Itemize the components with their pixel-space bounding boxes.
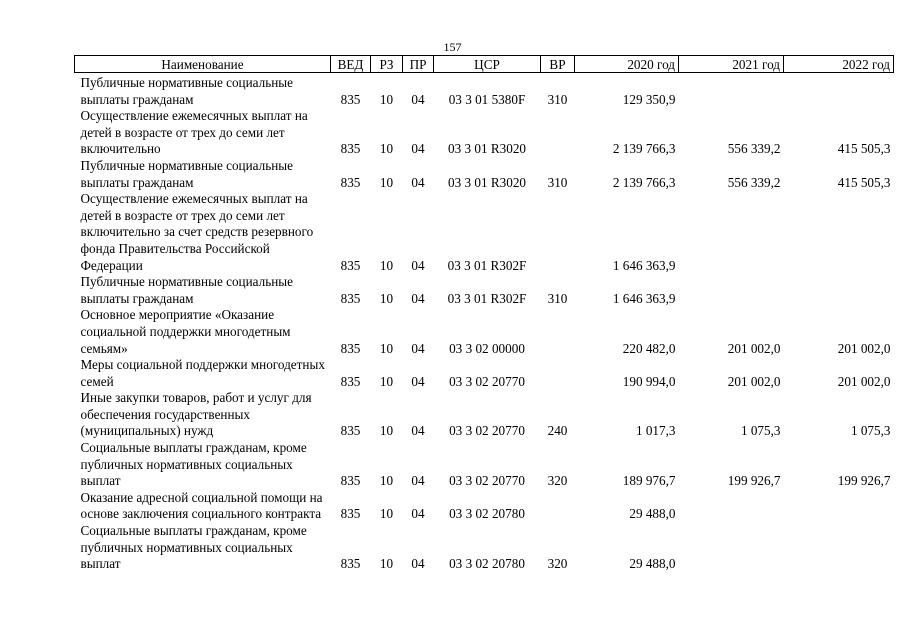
cell-name: Осуществление ежемесячных выплат на детей в возрасте от трех до семи лет включительно за счет средств резервного фонда Правительства Российской Федерации <box>80 191 314 273</box>
cell-vr <box>541 108 575 158</box>
cell-pr: 04 <box>411 141 425 157</box>
cell-2020: 220 482,0 <box>622 340 676 356</box>
cell-csr: 03 3 01 R3020 <box>447 174 527 190</box>
cell-csr: 03 3 02 00000 <box>449 340 525 356</box>
header-vr: ВР <box>541 56 575 73</box>
cell-vr <box>541 191 575 274</box>
table-row <box>75 307 894 357</box>
header-2020: 2020 год <box>575 56 679 73</box>
cell-csr: 03 3 01 R302F <box>447 257 527 273</box>
table-row <box>75 73 894 109</box>
cell-vr: 310 <box>547 174 568 190</box>
table-row <box>75 440 894 490</box>
header-name: Наименование <box>75 56 331 73</box>
cell-name: Социальные выплаты гражданам, кроме публичных нормативных социальных выплат <box>80 523 307 572</box>
cell-name: Социальные выплаты гражданам, кроме публичных нормативных социальных выплат <box>80 440 307 489</box>
cell-2021: 201 002,0 <box>727 373 781 389</box>
cell-2022 <box>784 523 894 573</box>
cell-2021 <box>679 274 784 307</box>
cell-2021: 556 339,2 <box>727 141 781 157</box>
cell-name: Меры социальной поддержки многодетных семей <box>80 357 325 389</box>
cell-pr: 04 <box>411 556 425 572</box>
header-pr: ПР <box>403 56 434 73</box>
cell-2020: 2 139 766,3 <box>612 141 676 157</box>
cell-name: Осуществление ежемесячных выплат на детей в возрасте от трех до семи лет включительно <box>80 108 308 157</box>
cell-pr: 04 <box>411 423 425 439</box>
cell-vr <box>541 307 575 357</box>
cell-2022 <box>784 73 894 109</box>
cell-vr: 310 <box>547 91 568 107</box>
cell-csr: 03 3 02 20780 <box>449 506 525 522</box>
cell-csr: 03 3 01 R3020 <box>447 141 527 157</box>
cell-csr: 03 3 02 20770 <box>449 473 525 489</box>
cell-vr <box>541 490 575 523</box>
header-rz: РЗ <box>371 56 403 73</box>
cell-2020: 129 350,9 <box>622 91 676 107</box>
cell-pr: 04 <box>411 257 425 273</box>
cell-ved: 835 <box>340 423 361 439</box>
cell-name: Публичные нормативные социальные выплаты гражданам <box>80 274 293 306</box>
header-ved: ВЕД <box>331 56 371 73</box>
cell-2021 <box>679 191 784 274</box>
cell-2022 <box>784 490 894 523</box>
cell-rz: 10 <box>379 340 394 356</box>
table-row <box>75 357 894 390</box>
cell-pr: 04 <box>411 340 425 356</box>
table-row <box>75 490 894 523</box>
cell-name: Оказание адресной социальной помощи на основе заключения социального контракта <box>80 489 323 522</box>
cell-name: Публичные нормативные социальные выплаты гражданам <box>80 157 293 190</box>
cell-name: Основное мероприятие «Оказание социальной поддержки многодетным семьям» <box>80 307 291 356</box>
cell-2020: 1 017,3 <box>635 423 676 439</box>
cell-pr: 04 <box>411 506 425 522</box>
cell-2020: 29 488,0 <box>629 506 676 522</box>
cell-2022 <box>784 191 894 274</box>
cell-vr: 240 <box>547 423 568 439</box>
cell-ved: 835 <box>340 506 361 522</box>
header-2022: 2022 год <box>784 56 894 73</box>
cell-vr: 320 <box>547 556 568 572</box>
table-row <box>75 191 894 274</box>
cell-2020: 1 646 363,9 <box>612 257 676 273</box>
cell-rz: 10 <box>379 506 394 522</box>
cell-pr: 04 <box>411 174 425 190</box>
cell-2020: 2 139 766,3 <box>612 174 676 190</box>
cell-ved: 835 <box>340 91 361 107</box>
cell-2021: 201 002,0 <box>727 340 781 356</box>
table-row <box>75 523 894 573</box>
cell-pr: 04 <box>411 373 425 389</box>
cell-rz: 10 <box>379 91 394 107</box>
cell-2022: 415 505,3 <box>837 174 891 190</box>
cell-ved: 835 <box>340 473 361 489</box>
cell-rz: 10 <box>379 257 394 273</box>
cell-2021: 556 339,2 <box>727 174 781 190</box>
header-csr: ЦСР <box>434 56 541 73</box>
cell-pr: 04 <box>411 290 425 306</box>
cell-rz: 10 <box>379 174 394 190</box>
page-number: 157 <box>443 40 462 54</box>
header-2021: 2021 год <box>679 56 784 73</box>
table-row <box>75 108 894 158</box>
cell-2021 <box>679 73 784 109</box>
cell-ved: 835 <box>340 290 361 306</box>
cell-2022 <box>784 274 894 307</box>
table-row <box>75 158 894 191</box>
cell-ved: 835 <box>340 340 361 356</box>
table-header-row <box>75 56 894 73</box>
cell-2020: 189 976,7 <box>622 473 676 489</box>
cell-ved: 835 <box>340 373 361 389</box>
cell-2022: 199 926,7 <box>837 473 891 489</box>
cell-2021 <box>679 490 784 523</box>
cell-csr: 03 3 02 20780 <box>449 556 525 572</box>
cell-csr: 03 3 02 20770 <box>449 373 525 389</box>
table-row <box>75 274 894 307</box>
cell-2020: 29 488,0 <box>629 556 676 572</box>
cell-rz: 10 <box>379 290 394 306</box>
cell-rz: 10 <box>379 556 394 572</box>
cell-ved: 835 <box>340 556 361 572</box>
cell-ved: 835 <box>340 257 361 273</box>
cell-rz: 10 <box>379 473 394 489</box>
cell-2021: 1 075,3 <box>740 423 781 439</box>
cell-ved: 835 <box>340 174 361 190</box>
cell-vr <box>541 357 575 390</box>
table-row <box>75 390 894 440</box>
cell-2020: 1 646 363,9 <box>612 290 676 306</box>
cell-2022: 201 002,0 <box>837 373 891 389</box>
cell-csr: 03 3 01 R302F <box>447 290 527 306</box>
cell-pr: 04 <box>411 473 425 489</box>
cell-2021: 199 926,7 <box>727 473 781 489</box>
cell-2022: 415 505,3 <box>837 141 891 157</box>
budget-table <box>74 55 894 573</box>
cell-csr: 03 3 02 20770 <box>449 423 525 439</box>
cell-2022: 1 075,3 <box>850 423 891 439</box>
cell-csr: 03 3 01 5380F <box>448 91 526 107</box>
cell-ved: 835 <box>340 141 361 157</box>
cell-pr: 04 <box>411 91 425 107</box>
cell-rz: 10 <box>379 373 394 389</box>
table-body <box>75 73 894 573</box>
cell-vr: 310 <box>547 290 568 306</box>
cell-rz: 10 <box>379 423 394 439</box>
cell-2020: 190 994,0 <box>622 373 676 389</box>
cell-rz: 10 <box>379 141 394 157</box>
cell-2021 <box>679 523 784 573</box>
cell-vr: 320 <box>547 473 568 489</box>
cell-2022: 201 002,0 <box>837 340 891 356</box>
cell-name: Публичные нормативные социальные выплаты гражданам <box>80 75 293 107</box>
cell-name: Иные закупки товаров, работ и услуг для обеспечения государственных (муниципальных) нужд <box>80 390 312 439</box>
